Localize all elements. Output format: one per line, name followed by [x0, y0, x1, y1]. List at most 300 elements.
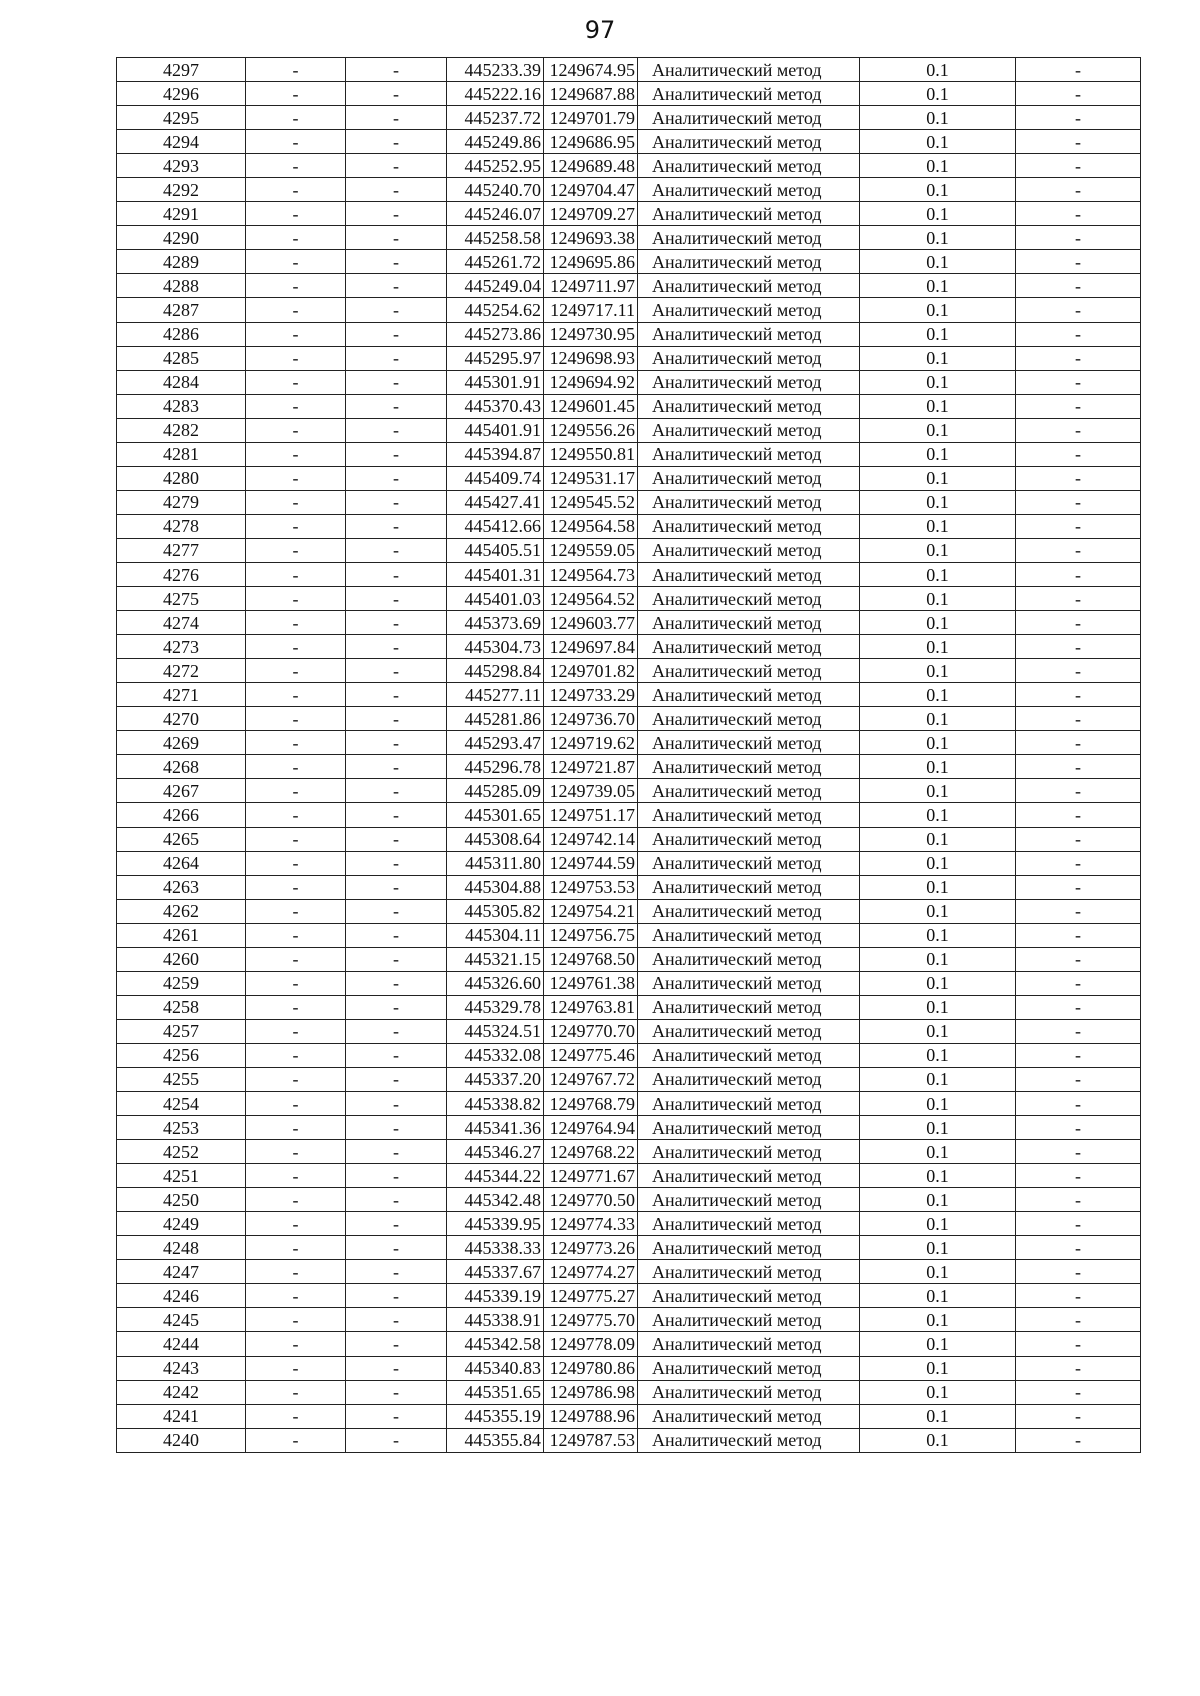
accuracy-cell: 0.1: [860, 971, 1016, 995]
dash-cell: -: [346, 154, 447, 178]
point-number-cell: 4266: [117, 803, 246, 827]
dash-cell: -: [346, 1188, 447, 1212]
dash-cell: -: [1016, 514, 1141, 538]
method-cell: Аналитический метод: [638, 587, 860, 611]
table-row: [117, 611, 1141, 635]
table-row: [117, 346, 1141, 370]
x-coordinate-cell: 445326.60: [447, 971, 544, 995]
x-coordinate-cell: 445277.11: [447, 683, 544, 707]
point-number-cell: 4291: [117, 202, 246, 226]
dash-cell: -: [346, 947, 447, 971]
dash-cell: -: [1016, 827, 1141, 851]
dash-cell: -: [1016, 298, 1141, 322]
accuracy-cell: 0.1: [860, 899, 1016, 923]
x-coordinate-cell: 445304.73: [447, 635, 544, 659]
y-coordinate-cell: 1249774.33: [544, 1212, 638, 1236]
dash-cell: -: [346, 1236, 447, 1260]
table-row: [117, 82, 1141, 106]
method-cell: Аналитический метод: [638, 683, 860, 707]
dash-cell: -: [1016, 803, 1141, 827]
method-cell: Аналитический метод: [638, 226, 860, 250]
table-row: [117, 130, 1141, 154]
y-coordinate-cell: 1249770.70: [544, 1019, 638, 1043]
dash-cell: -: [346, 731, 447, 755]
y-coordinate-cell: 1249767.72: [544, 1067, 638, 1091]
x-coordinate-cell: 445338.91: [447, 1308, 544, 1332]
table-row: [117, 1356, 1141, 1380]
accuracy-cell: 0.1: [860, 1404, 1016, 1428]
method-cell: Аналитический метод: [638, 442, 860, 466]
dash-cell: -: [246, 971, 346, 995]
dash-cell: -: [346, 298, 447, 322]
method-cell: Аналитический метод: [638, 1236, 860, 1260]
point-number-cell: 4254: [117, 1092, 246, 1116]
dash-cell: -: [246, 1380, 346, 1404]
method-cell: Аналитический метод: [638, 130, 860, 154]
dash-cell: -: [346, 130, 447, 154]
dash-cell: -: [1016, 707, 1141, 731]
table-row: [117, 659, 1141, 683]
point-number-cell: 4248: [117, 1236, 246, 1260]
dash-cell: -: [1016, 1188, 1141, 1212]
x-coordinate-cell: 445304.11: [447, 923, 544, 947]
dash-cell: -: [246, 899, 346, 923]
y-coordinate-cell: 1249545.52: [544, 490, 638, 514]
y-coordinate-cell: 1249770.50: [544, 1188, 638, 1212]
table-row: [117, 58, 1141, 82]
method-cell: Аналитический метод: [638, 250, 860, 274]
y-coordinate-cell: 1249736.70: [544, 707, 638, 731]
method-cell: Аналитический метод: [638, 274, 860, 298]
x-coordinate-cell: 445311.80: [447, 851, 544, 875]
dash-cell: -: [246, 250, 346, 274]
table-row: [117, 562, 1141, 586]
y-coordinate-cell: 1249763.81: [544, 995, 638, 1019]
table-row: [117, 154, 1141, 178]
dash-cell: -: [1016, 370, 1141, 394]
accuracy-cell: 0.1: [860, 394, 1016, 418]
dash-cell: -: [1016, 466, 1141, 490]
dash-cell: -: [246, 923, 346, 947]
dash-cell: -: [1016, 346, 1141, 370]
accuracy-cell: 0.1: [860, 442, 1016, 466]
accuracy-cell: 0.1: [860, 1356, 1016, 1380]
dash-cell: -: [1016, 1428, 1141, 1452]
table-row: [117, 1092, 1141, 1116]
accuracy-cell: 0.1: [860, 611, 1016, 635]
table-row: [117, 683, 1141, 707]
method-cell: Аналитический метод: [638, 58, 860, 82]
dash-cell: -: [346, 562, 447, 586]
table-row: [117, 226, 1141, 250]
dash-cell: -: [346, 1380, 447, 1404]
point-number-cell: 4290: [117, 226, 246, 250]
table-row: [117, 755, 1141, 779]
x-coordinate-cell: 445338.82: [447, 1092, 544, 1116]
table-row: [117, 1188, 1141, 1212]
x-coordinate-cell: 445295.97: [447, 346, 544, 370]
method-cell: Аналитический метод: [638, 755, 860, 779]
x-coordinate-cell: 445281.86: [447, 707, 544, 731]
dash-cell: -: [1016, 779, 1141, 803]
dash-cell: -: [346, 851, 447, 875]
dash-cell: -: [1016, 274, 1141, 298]
point-number-cell: 4284: [117, 370, 246, 394]
dash-cell: -: [1016, 1067, 1141, 1091]
point-number-cell: 4255: [117, 1067, 246, 1091]
y-coordinate-cell: 1249556.26: [544, 418, 638, 442]
dash-cell: -: [1016, 442, 1141, 466]
y-coordinate-cell: 1249742.14: [544, 827, 638, 851]
y-coordinate-cell: 1249739.05: [544, 779, 638, 803]
point-number-cell: 4242: [117, 1380, 246, 1404]
dash-cell: -: [1016, 923, 1141, 947]
y-coordinate-cell: 1249774.27: [544, 1260, 638, 1284]
accuracy-cell: 0.1: [860, 827, 1016, 851]
point-number-cell: 4282: [117, 418, 246, 442]
dash-cell: -: [1016, 899, 1141, 923]
dash-cell: -: [346, 1212, 447, 1236]
method-cell: Аналитический метод: [638, 947, 860, 971]
dash-cell: -: [346, 202, 447, 226]
dash-cell: -: [1016, 587, 1141, 611]
method-cell: Аналитический метод: [638, 1260, 860, 1284]
dash-cell: -: [1016, 659, 1141, 683]
y-coordinate-cell: 1249711.97: [544, 274, 638, 298]
x-coordinate-cell: 445332.08: [447, 1043, 544, 1067]
dash-cell: -: [346, 971, 447, 995]
point-number-cell: 4279: [117, 490, 246, 514]
y-coordinate-cell: 1249531.17: [544, 466, 638, 490]
dash-cell: -: [1016, 394, 1141, 418]
dash-cell: -: [246, 755, 346, 779]
dash-cell: -: [246, 1284, 346, 1308]
table-row: [117, 923, 1141, 947]
table-row: [117, 1212, 1141, 1236]
method-cell: Аналитический метод: [638, 1140, 860, 1164]
dash-cell: -: [346, 659, 447, 683]
dash-cell: -: [246, 418, 346, 442]
x-coordinate-cell: 445261.72: [447, 250, 544, 274]
method-cell: Аналитический метод: [638, 154, 860, 178]
accuracy-cell: 0.1: [860, 1116, 1016, 1140]
accuracy-cell: 0.1: [860, 803, 1016, 827]
y-coordinate-cell: 1249775.70: [544, 1308, 638, 1332]
x-coordinate-cell: 445340.83: [447, 1356, 544, 1380]
y-coordinate-cell: 1249764.94: [544, 1116, 638, 1140]
y-coordinate-cell: 1249698.93: [544, 346, 638, 370]
accuracy-cell: 0.1: [860, 226, 1016, 250]
accuracy-cell: 0.1: [860, 58, 1016, 82]
x-coordinate-cell: 445254.62: [447, 298, 544, 322]
table-row: [117, 202, 1141, 226]
point-number-cell: 4260: [117, 947, 246, 971]
point-number-cell: 4277: [117, 538, 246, 562]
dash-cell: -: [346, 514, 447, 538]
dash-cell: -: [246, 1067, 346, 1091]
dash-cell: -: [346, 1092, 447, 1116]
dash-cell: -: [346, 1332, 447, 1356]
dash-cell: -: [346, 418, 447, 442]
dash-cell: -: [246, 707, 346, 731]
point-number-cell: 4278: [117, 514, 246, 538]
method-cell: Аналитический метод: [638, 923, 860, 947]
y-coordinate-cell: 1249686.95: [544, 130, 638, 154]
dash-cell: -: [246, 875, 346, 899]
point-number-cell: 4241: [117, 1404, 246, 1428]
method-cell: Аналитический метод: [638, 82, 860, 106]
x-coordinate-cell: 445258.58: [447, 226, 544, 250]
table-row: [117, 250, 1141, 274]
point-number-cell: 4265: [117, 827, 246, 851]
method-cell: Аналитический метод: [638, 995, 860, 1019]
dash-cell: -: [346, 1019, 447, 1043]
dash-cell: -: [346, 899, 447, 923]
table-row: [117, 803, 1141, 827]
dash-cell: -: [346, 1404, 447, 1428]
method-cell: Аналитический метод: [638, 1019, 860, 1043]
y-coordinate-cell: 1249697.84: [544, 635, 638, 659]
x-coordinate-cell: 445298.84: [447, 659, 544, 683]
dash-cell: -: [1016, 490, 1141, 514]
x-coordinate-cell: 445342.58: [447, 1332, 544, 1356]
dash-cell: -: [246, 274, 346, 298]
method-cell: Аналитический метод: [638, 1332, 860, 1356]
dash-cell: -: [246, 1019, 346, 1043]
table-row: [117, 1140, 1141, 1164]
coordinates-table: [116, 57, 1141, 1453]
y-coordinate-cell: 1249717.11: [544, 298, 638, 322]
dash-cell: -: [1016, 851, 1141, 875]
y-coordinate-cell: 1249550.81: [544, 442, 638, 466]
point-number-cell: 4247: [117, 1260, 246, 1284]
dash-cell: -: [1016, 1332, 1141, 1356]
dash-cell: -: [346, 250, 447, 274]
dash-cell: -: [346, 875, 447, 899]
accuracy-cell: 0.1: [860, 659, 1016, 683]
table-row: [117, 827, 1141, 851]
x-coordinate-cell: 445401.91: [447, 418, 544, 442]
dash-cell: -: [1016, 1380, 1141, 1404]
y-coordinate-cell: 1249559.05: [544, 538, 638, 562]
accuracy-cell: 0.1: [860, 1164, 1016, 1188]
point-number-cell: 4280: [117, 466, 246, 490]
dash-cell: -: [1016, 1308, 1141, 1332]
accuracy-cell: 0.1: [860, 322, 1016, 346]
y-coordinate-cell: 1249768.50: [544, 947, 638, 971]
point-number-cell: 4274: [117, 611, 246, 635]
table-row: [117, 707, 1141, 731]
method-cell: Аналитический метод: [638, 514, 860, 538]
y-coordinate-cell: 1249701.82: [544, 659, 638, 683]
accuracy-cell: 0.1: [860, 1308, 1016, 1332]
accuracy-cell: 0.1: [860, 178, 1016, 202]
accuracy-cell: 0.1: [860, 755, 1016, 779]
table-row: [117, 1284, 1141, 1308]
accuracy-cell: 0.1: [860, 779, 1016, 803]
accuracy-cell: 0.1: [860, 514, 1016, 538]
accuracy-cell: 0.1: [860, 1140, 1016, 1164]
dash-cell: -: [246, 202, 346, 226]
point-number-cell: 4275: [117, 587, 246, 611]
dash-cell: -: [1016, 1356, 1141, 1380]
y-coordinate-cell: 1249564.73: [544, 562, 638, 586]
x-coordinate-cell: 445301.65: [447, 803, 544, 827]
dash-cell: -: [246, 58, 346, 82]
dash-cell: -: [1016, 82, 1141, 106]
dash-cell: -: [1016, 635, 1141, 659]
x-coordinate-cell: 445339.19: [447, 1284, 544, 1308]
point-number-cell: 4257: [117, 1019, 246, 1043]
accuracy-cell: 0.1: [860, 1428, 1016, 1452]
method-cell: Аналитический метод: [638, 322, 860, 346]
dash-cell: -: [346, 1428, 447, 1452]
accuracy-cell: 0.1: [860, 587, 1016, 611]
x-coordinate-cell: 445373.69: [447, 611, 544, 635]
dash-cell: -: [246, 1092, 346, 1116]
point-number-cell: 4263: [117, 875, 246, 899]
dash-cell: -: [246, 490, 346, 514]
y-coordinate-cell: 1249694.92: [544, 370, 638, 394]
point-number-cell: 4259: [117, 971, 246, 995]
dash-cell: -: [246, 130, 346, 154]
point-number-cell: 4261: [117, 923, 246, 947]
dash-cell: -: [346, 1043, 447, 1067]
dash-cell: -: [1016, 731, 1141, 755]
y-coordinate-cell: 1249786.98: [544, 1380, 638, 1404]
dash-cell: -: [1016, 106, 1141, 130]
point-number-cell: 4294: [117, 130, 246, 154]
y-coordinate-cell: 1249778.09: [544, 1332, 638, 1356]
method-cell: Аналитический метод: [638, 106, 860, 130]
method-cell: Аналитический метод: [638, 1308, 860, 1332]
y-coordinate-cell: 1249564.52: [544, 587, 638, 611]
method-cell: Аналитический метод: [638, 298, 860, 322]
table-row: [117, 971, 1141, 995]
table-row: [117, 298, 1141, 322]
x-coordinate-cell: 445321.15: [447, 947, 544, 971]
x-coordinate-cell: 445304.88: [447, 875, 544, 899]
y-coordinate-cell: 1249733.29: [544, 683, 638, 707]
dash-cell: -: [246, 683, 346, 707]
dash-cell: -: [346, 1284, 447, 1308]
point-number-cell: 4252: [117, 1140, 246, 1164]
x-coordinate-cell: 445222.16: [447, 82, 544, 106]
point-number-cell: 4272: [117, 659, 246, 683]
dash-cell: -: [1016, 538, 1141, 562]
method-cell: Аналитический метод: [638, 971, 860, 995]
table-row: [117, 1404, 1141, 1428]
dash-cell: -: [246, 659, 346, 683]
dash-cell: -: [346, 995, 447, 1019]
dash-cell: -: [246, 1236, 346, 1260]
x-coordinate-cell: 445233.39: [447, 58, 544, 82]
method-cell: Аналитический метод: [638, 1164, 860, 1188]
dash-cell: -: [246, 1164, 346, 1188]
x-coordinate-cell: 445305.82: [447, 899, 544, 923]
dash-cell: -: [1016, 58, 1141, 82]
table-row: [117, 370, 1141, 394]
dash-cell: -: [246, 1404, 346, 1428]
point-number-cell: 4256: [117, 1043, 246, 1067]
accuracy-cell: 0.1: [860, 202, 1016, 226]
dash-cell: -: [346, 1356, 447, 1380]
point-number-cell: 4253: [117, 1116, 246, 1140]
accuracy-cell: 0.1: [860, 346, 1016, 370]
table-row: [117, 106, 1141, 130]
point-number-cell: 4281: [117, 442, 246, 466]
table-row: [117, 1116, 1141, 1140]
point-number-cell: 4244: [117, 1332, 246, 1356]
dash-cell: -: [346, 587, 447, 611]
dash-cell: -: [246, 779, 346, 803]
y-coordinate-cell: 1249751.17: [544, 803, 638, 827]
dash-cell: -: [346, 1140, 447, 1164]
accuracy-cell: 0.1: [860, 466, 1016, 490]
table-row: [117, 394, 1141, 418]
accuracy-cell: 0.1: [860, 851, 1016, 875]
point-number-cell: 4264: [117, 851, 246, 875]
y-coordinate-cell: 1249704.47: [544, 178, 638, 202]
table-row: [117, 1067, 1141, 1091]
dash-cell: -: [246, 1308, 346, 1332]
table-row: [117, 490, 1141, 514]
dash-cell: -: [346, 394, 447, 418]
dash-cell: -: [246, 178, 346, 202]
dash-cell: -: [246, 514, 346, 538]
point-number-cell: 4273: [117, 635, 246, 659]
y-coordinate-cell: 1249768.22: [544, 1140, 638, 1164]
dash-cell: -: [1016, 1092, 1141, 1116]
accuracy-cell: 0.1: [860, 82, 1016, 106]
x-coordinate-cell: 445344.22: [447, 1164, 544, 1188]
point-number-cell: 4292: [117, 178, 246, 202]
dash-cell: -: [346, 707, 447, 731]
x-coordinate-cell: 445308.64: [447, 827, 544, 851]
accuracy-cell: 0.1: [860, 562, 1016, 586]
y-coordinate-cell: 1249709.27: [544, 202, 638, 226]
dash-cell: -: [346, 370, 447, 394]
dash-cell: -: [346, 106, 447, 130]
x-coordinate-cell: 445337.20: [447, 1067, 544, 1091]
accuracy-cell: 0.1: [860, 947, 1016, 971]
accuracy-cell: 0.1: [860, 875, 1016, 899]
method-cell: Аналитический метод: [638, 1188, 860, 1212]
dash-cell: -: [246, 298, 346, 322]
method-cell: Аналитический метод: [638, 538, 860, 562]
y-coordinate-cell: 1249775.46: [544, 1043, 638, 1067]
point-number-cell: 4270: [117, 707, 246, 731]
point-number-cell: 4271: [117, 683, 246, 707]
method-cell: Аналитический метод: [638, 851, 860, 875]
dash-cell: -: [346, 178, 447, 202]
accuracy-cell: 0.1: [860, 1332, 1016, 1356]
table-row: [117, 1236, 1141, 1260]
table-row: [117, 418, 1141, 442]
dash-cell: -: [1016, 995, 1141, 1019]
y-coordinate-cell: 1249780.86: [544, 1356, 638, 1380]
method-cell: Аналитический метод: [638, 1428, 860, 1452]
table-row: [117, 178, 1141, 202]
accuracy-cell: 0.1: [860, 1043, 1016, 1067]
method-cell: Аналитический метод: [638, 466, 860, 490]
table-row: [117, 1308, 1141, 1332]
table-body: [117, 58, 1141, 1453]
x-coordinate-cell: 445394.87: [447, 442, 544, 466]
y-coordinate-cell: 1249601.45: [544, 394, 638, 418]
method-cell: Аналитический метод: [638, 346, 860, 370]
method-cell: Аналитический метод: [638, 490, 860, 514]
